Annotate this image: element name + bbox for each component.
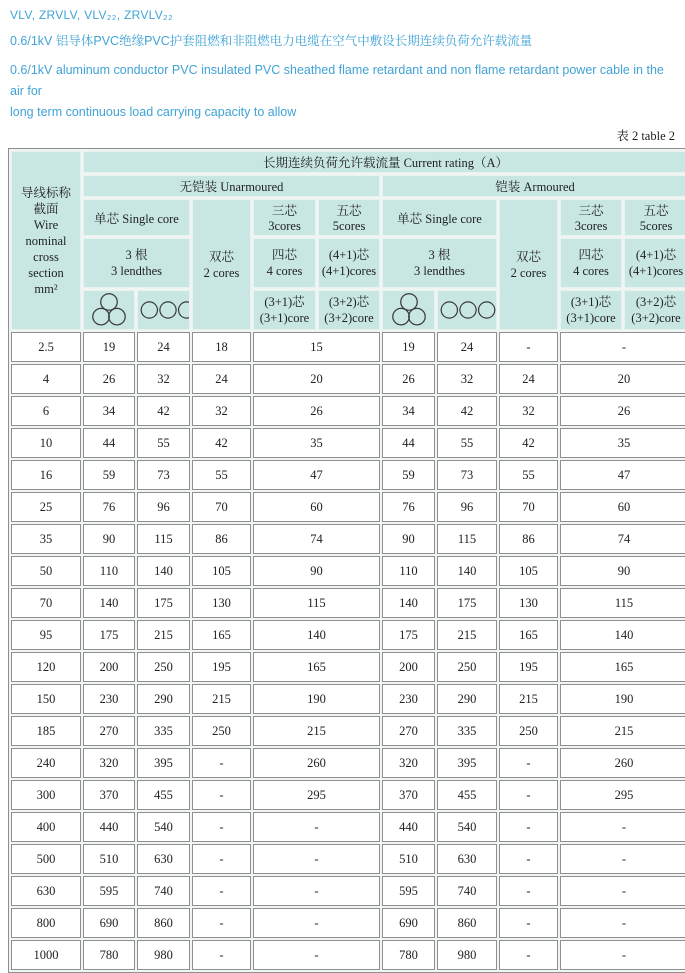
rating-value-cell: - [192, 780, 251, 810]
wire-size-cell: 10 [11, 428, 81, 458]
unarmoured-group-header: 无铠装 Unarmoured [83, 175, 380, 197]
rating-value-cell: 455 [137, 780, 190, 810]
armoured-trefoil-cell [382, 290, 435, 330]
rating-value-cell: 140 [253, 620, 380, 650]
rating-value-cell: 335 [137, 716, 190, 746]
rating-value-cell: 90 [560, 556, 685, 586]
rating-value-cell: - [560, 876, 685, 906]
unarmoured-flat-cell [137, 290, 190, 330]
unarmoured-four-plus-one-header [318, 238, 380, 288]
rating-value-cell: 270 [83, 716, 135, 746]
rating-value-cell: 140 [382, 588, 435, 618]
four-core-cn: 四芯 [271, 248, 297, 262]
table-row [11, 460, 685, 490]
table-row [11, 556, 685, 586]
corner-unit: mm² [34, 281, 58, 296]
armoured-three-lengths-header [382, 238, 497, 288]
four-plus-one-en: (4+1)cores [628, 264, 684, 278]
rating-value-cell: 19 [382, 332, 435, 362]
two-core-cn: 双芯 [208, 249, 234, 264]
wire-size-cell: 185 [11, 716, 81, 746]
rating-value-cell: 270 [382, 716, 435, 746]
wire-size-cell: 240 [11, 748, 81, 778]
rating-value-cell: 42 [137, 396, 190, 426]
table-row [11, 940, 685, 970]
rating-value-cell: - [192, 940, 251, 970]
rating-value-cell: 59 [83, 460, 135, 490]
rating-value-cell: - [192, 844, 251, 874]
rating-value-cell: 47 [560, 460, 685, 490]
rating-value-cell: 215 [499, 684, 558, 714]
rating-value-cell: 42 [192, 428, 251, 458]
title-english-line1: 0.6/1kV aluminum conductor PVC insulated PVC sheathed flame retardant and non flame retardant power cable in the air for [10, 63, 664, 98]
table-row [11, 652, 685, 682]
rating-value-cell: - [253, 844, 380, 874]
rating-value-cell: 395 [437, 748, 497, 778]
rating-value-cell: - [253, 876, 380, 906]
rating-value-cell: 165 [253, 652, 380, 682]
unarmoured-two-core-header [192, 199, 251, 330]
rating-value-cell: 595 [382, 876, 435, 906]
three-plus-one-en: (3+1)core [259, 311, 310, 325]
table-row [11, 396, 685, 426]
rating-value-cell: - [192, 876, 251, 906]
rating-value-cell: 250 [137, 652, 190, 682]
unarmoured-five-core-header: 五芯 5cores [318, 199, 380, 236]
rating-value-cell: 130 [499, 588, 558, 618]
title-chinese: 0.6/1kV 铝导体PVC绝缘PVC护套阻燃和非阻燃电力电缆在空气中敷设长期连续负荷允许载流量 [10, 34, 533, 48]
wire-size-cell: 300 [11, 780, 81, 810]
rating-value-cell: 86 [499, 524, 558, 554]
rating-value-cell: - [253, 908, 380, 938]
three-plus-one-cn: (3+1)芯 [264, 295, 305, 309]
rating-value-cell: 20 [253, 364, 380, 394]
rating-value-cell: 74 [560, 524, 685, 554]
table-row [11, 812, 685, 842]
rating-value-cell: 76 [83, 492, 135, 522]
rating-value-cell: 320 [382, 748, 435, 778]
rating-value-cell: 540 [437, 812, 497, 842]
rating-value-cell: 165 [192, 620, 251, 650]
rating-value-cell: 115 [253, 588, 380, 618]
rating-value-cell: 44 [83, 428, 135, 458]
wire-size-cell: 150 [11, 684, 81, 714]
wire-size-cell: 16 [11, 460, 81, 490]
trefoil-cores-icon [390, 292, 428, 328]
rating-value-cell: - [192, 908, 251, 938]
rating-value-cell: - [499, 748, 558, 778]
unarmoured-three-plus-two-header [318, 290, 380, 330]
armoured-three-plus-one-header [560, 290, 622, 330]
intro-text-block [8, 8, 677, 123]
rating-value-cell: 740 [137, 876, 190, 906]
rating-value-cell: 115 [137, 524, 190, 554]
two-core-en: 2 cores [203, 265, 240, 280]
three-lengths-en: 3 lendthes [110, 264, 163, 278]
table-row [11, 876, 685, 906]
rating-value-cell: 96 [137, 492, 190, 522]
rating-value-cell: - [253, 940, 380, 970]
rating-value-cell: 630 [137, 844, 190, 874]
rating-value-cell: 115 [437, 524, 497, 554]
unarmoured-single-core-header: 单芯 Single core [83, 199, 190, 236]
rating-value-cell: 24 [499, 364, 558, 394]
rating-value-cell: 175 [437, 588, 497, 618]
rating-value-cell: 175 [137, 588, 190, 618]
rating-value-cell: 105 [499, 556, 558, 586]
rating-value-cell: 690 [83, 908, 135, 938]
rating-value-cell: 26 [83, 364, 135, 394]
rating-value-cell: 130 [192, 588, 251, 618]
rating-value-cell: 290 [437, 684, 497, 714]
rating-value-cell: 44 [382, 428, 435, 458]
rating-value-cell: 510 [382, 844, 435, 874]
unarmoured-trefoil-cell [83, 290, 135, 330]
current-rating-header: 长期连续负荷允许载流量 Current rating（A） [83, 151, 685, 173]
rating-value-cell: 42 [437, 396, 497, 426]
unarmoured-three-core-header: 三芯 3cores [253, 199, 316, 236]
three-lengths-cn: 3 根 [428, 248, 451, 262]
rating-value-cell: 860 [437, 908, 497, 938]
current-rating-table [8, 148, 685, 973]
rating-value-cell: - [192, 748, 251, 778]
wire-size-cell: 1000 [11, 940, 81, 970]
rating-value-cell: 47 [253, 460, 380, 490]
rating-value-cell: 42 [499, 428, 558, 458]
rating-value-cell: 370 [382, 780, 435, 810]
table-row [11, 684, 685, 714]
corner-header-cell [11, 151, 81, 330]
table-row [11, 524, 685, 554]
wire-size-cell: 500 [11, 844, 81, 874]
armoured-three-core-header: 三芯 3cores [560, 199, 622, 236]
rating-value-cell: 165 [499, 620, 558, 650]
rating-value-cell: 260 [560, 748, 685, 778]
corner-cn-line1: 导线标称 [20, 185, 71, 200]
wire-size-cell: 6 [11, 396, 81, 426]
rating-value-cell: 35 [253, 428, 380, 458]
table-row [11, 780, 685, 810]
armoured-three-plus-two-header [624, 290, 685, 330]
rating-value-cell: - [560, 908, 685, 938]
rating-value-cell: 32 [437, 364, 497, 394]
three-plus-two-cn: (3+2)芯 [635, 295, 677, 309]
rating-value-cell: 105 [192, 556, 251, 586]
armoured-two-core-header [499, 199, 558, 330]
rating-value-cell: 86 [192, 524, 251, 554]
rating-value-cell: - [499, 940, 558, 970]
rating-value-cell: - [499, 780, 558, 810]
rating-value-cell: 195 [192, 652, 251, 682]
table-row [11, 332, 685, 362]
four-core-en: 4 cores [266, 264, 303, 278]
rating-value-cell: 455 [437, 780, 497, 810]
rating-value-cell: - [253, 812, 380, 842]
rating-value-cell: 35 [560, 428, 685, 458]
three-plus-two-en: (3+2)core [324, 311, 374, 325]
unarmoured-three-plus-one-header [253, 290, 316, 330]
rating-value-cell: 59 [382, 460, 435, 490]
rating-value-cell: - [499, 332, 558, 362]
rating-value-cell: - [499, 908, 558, 938]
unarmoured-four-core-header [253, 238, 316, 288]
rating-value-cell: 110 [83, 556, 135, 586]
rating-value-cell: 440 [382, 812, 435, 842]
rating-value-cell: 320 [83, 748, 135, 778]
rating-value-cell: 215 [253, 716, 380, 746]
rating-value-cell: 115 [560, 588, 685, 618]
rating-value-cell: 980 [137, 940, 190, 970]
table-row [11, 428, 685, 458]
table-row [11, 588, 685, 618]
rating-value-cell: 780 [382, 940, 435, 970]
rating-value-cell: 140 [137, 556, 190, 586]
rating-value-cell: 90 [83, 524, 135, 554]
table-row [11, 492, 685, 522]
rating-value-cell: 19 [83, 332, 135, 362]
rating-value-cell: 24 [437, 332, 497, 362]
three-lengths-en: 3 lendthes [413, 264, 466, 278]
armoured-single-core-header: 单芯 Single core [382, 199, 497, 236]
table-row [11, 908, 685, 938]
rating-value-cell: 76 [382, 492, 435, 522]
wire-size-cell: 95 [11, 620, 81, 650]
rating-value-cell: 540 [137, 812, 190, 842]
rating-value-cell: 90 [382, 524, 435, 554]
rating-value-cell: 70 [499, 492, 558, 522]
wire-size-cell: 800 [11, 908, 81, 938]
armoured-four-core-header [560, 238, 622, 288]
rating-value-cell: - [560, 844, 685, 874]
rating-value-cell: 20 [560, 364, 685, 394]
rating-value-cell: 780 [83, 940, 135, 970]
rating-value-cell: 140 [437, 556, 497, 586]
rating-value-cell: 18 [192, 332, 251, 362]
rating-value-cell: 250 [192, 716, 251, 746]
rating-value-cell: 195 [499, 652, 558, 682]
rating-value-cell: 215 [137, 620, 190, 650]
three-plus-two-en: (3+2)core [631, 311, 681, 325]
rating-value-cell: 295 [560, 780, 685, 810]
rating-value-cell: 55 [192, 460, 251, 490]
three-plus-one-cn: (3+1)芯 [570, 295, 612, 309]
armoured-four-plus-one-header [624, 238, 685, 288]
rating-value-cell: 70 [192, 492, 251, 522]
rating-value-cell: 73 [437, 460, 497, 490]
armoured-five-core-header: 五芯 5cores [624, 199, 685, 236]
rating-value-cell: 55 [137, 428, 190, 458]
rating-value-cell: 96 [437, 492, 497, 522]
three-lengths-cn: 3 根 [125, 248, 148, 262]
four-plus-one-cn: (4+1)芯 [635, 248, 677, 262]
rating-value-cell: 200 [83, 652, 135, 682]
corner-en-line1: Wire nominal [25, 217, 67, 248]
armoured-group-header: 铠装 Armoured [382, 175, 685, 197]
rating-value-cell: 34 [83, 396, 135, 426]
rating-value-cell: - [499, 876, 558, 906]
three-plus-two-cn: (3+2)芯 [328, 295, 370, 309]
table-row [11, 748, 685, 778]
rating-value-cell: 26 [382, 364, 435, 394]
rating-value-cell: 60 [253, 492, 380, 522]
rating-value-cell: 165 [560, 652, 685, 682]
rating-value-cell: 110 [382, 556, 435, 586]
rating-value-cell: 215 [437, 620, 497, 650]
wire-size-cell: 50 [11, 556, 81, 586]
rating-value-cell: 860 [137, 908, 190, 938]
wire-size-cell: 2.5 [11, 332, 81, 362]
rating-value-cell: 140 [83, 588, 135, 618]
corner-cn-line2: 截面 [33, 201, 59, 216]
rating-value-cell: 630 [437, 844, 497, 874]
four-core-en: 4 cores [573, 264, 609, 278]
rating-value-cell: 60 [560, 492, 685, 522]
rating-value-cell: 440 [83, 812, 135, 842]
unarmoured-three-lengths-header [83, 238, 190, 288]
trefoil-cores-icon [90, 292, 128, 328]
flat-cores-icon [140, 300, 190, 320]
rating-value-cell: 73 [137, 460, 190, 490]
rating-value-cell: 55 [499, 460, 558, 490]
rating-value-cell: 74 [253, 524, 380, 554]
rating-value-cell: 24 [192, 364, 251, 394]
rating-value-cell: - [499, 812, 558, 842]
rating-value-cell: - [560, 332, 685, 362]
rating-value-cell: 230 [382, 684, 435, 714]
rating-value-cell: 295 [253, 780, 380, 810]
rating-value-cell: 32 [499, 396, 558, 426]
rating-value-cell: 190 [253, 684, 380, 714]
rating-value-cell: 15 [253, 332, 380, 362]
rating-value-cell: 24 [137, 332, 190, 362]
four-plus-one-cn: (4+1)芯 [328, 248, 370, 262]
rating-value-cell: 395 [137, 748, 190, 778]
rating-value-cell: 370 [83, 780, 135, 810]
rating-value-cell: 250 [499, 716, 558, 746]
rating-value-cell: 90 [253, 556, 380, 586]
wire-size-cell: 25 [11, 492, 81, 522]
rating-value-cell: 32 [137, 364, 190, 394]
rating-value-cell: 215 [560, 716, 685, 746]
rating-value-cell: 200 [382, 652, 435, 682]
table-row [11, 620, 685, 650]
table-row [11, 716, 685, 746]
wire-size-cell: 70 [11, 588, 81, 618]
wire-size-cell: 4 [11, 364, 81, 394]
rating-value-cell: 290 [137, 684, 190, 714]
rating-value-cell: 32 [192, 396, 251, 426]
rating-value-cell: 175 [83, 620, 135, 650]
four-plus-one-en: (4+1)cores [321, 264, 377, 278]
rating-value-cell: 690 [382, 908, 435, 938]
rating-value-cell: 175 [382, 620, 435, 650]
rating-value-cell: 510 [83, 844, 135, 874]
table-caption: 表 2 table 2 [616, 129, 675, 143]
wire-size-cell: 630 [11, 876, 81, 906]
four-core-cn: 四芯 [578, 248, 604, 262]
rating-value-cell: - [560, 940, 685, 970]
wire-size-cell: 400 [11, 812, 81, 842]
rating-value-cell: 230 [83, 684, 135, 714]
two-core-cn: 双芯 [515, 249, 541, 264]
rating-value-cell: 215 [192, 684, 251, 714]
title-english-line2: long term continuous load carrying capacity to allow [10, 105, 297, 119]
flat-cores-icon [440, 300, 496, 320]
rating-value-cell: 335 [437, 716, 497, 746]
wire-size-cell: 120 [11, 652, 81, 682]
rating-value-cell: 55 [437, 428, 497, 458]
rating-value-cell: 190 [560, 684, 685, 714]
table-row [11, 364, 685, 394]
wire-size-cell: 35 [11, 524, 81, 554]
rating-value-cell: - [560, 812, 685, 842]
rating-value-cell: 740 [437, 876, 497, 906]
rating-value-cell: 250 [437, 652, 497, 682]
table-header [11, 151, 685, 330]
table-body [11, 332, 685, 970]
cable-models-line: VLV, ZRVLV, VLV₂₂, ZRVLV₂₂ [10, 8, 173, 22]
two-core-en: 2 cores [510, 265, 547, 280]
rating-value-cell: 34 [382, 396, 435, 426]
armoured-flat-cell [437, 290, 497, 330]
rating-value-cell: 980 [437, 940, 497, 970]
rating-value-cell: - [499, 844, 558, 874]
corner-en-line2: cross section [28, 249, 64, 280]
rating-value-cell: 595 [83, 876, 135, 906]
rating-value-cell: 260 [253, 748, 380, 778]
rating-value-cell: 26 [560, 396, 685, 426]
rating-value-cell: 26 [253, 396, 380, 426]
table-row [11, 844, 685, 874]
rating-value-cell: - [192, 812, 251, 842]
rating-value-cell: 140 [560, 620, 685, 650]
three-plus-one-en: (3+1)core [566, 311, 616, 325]
